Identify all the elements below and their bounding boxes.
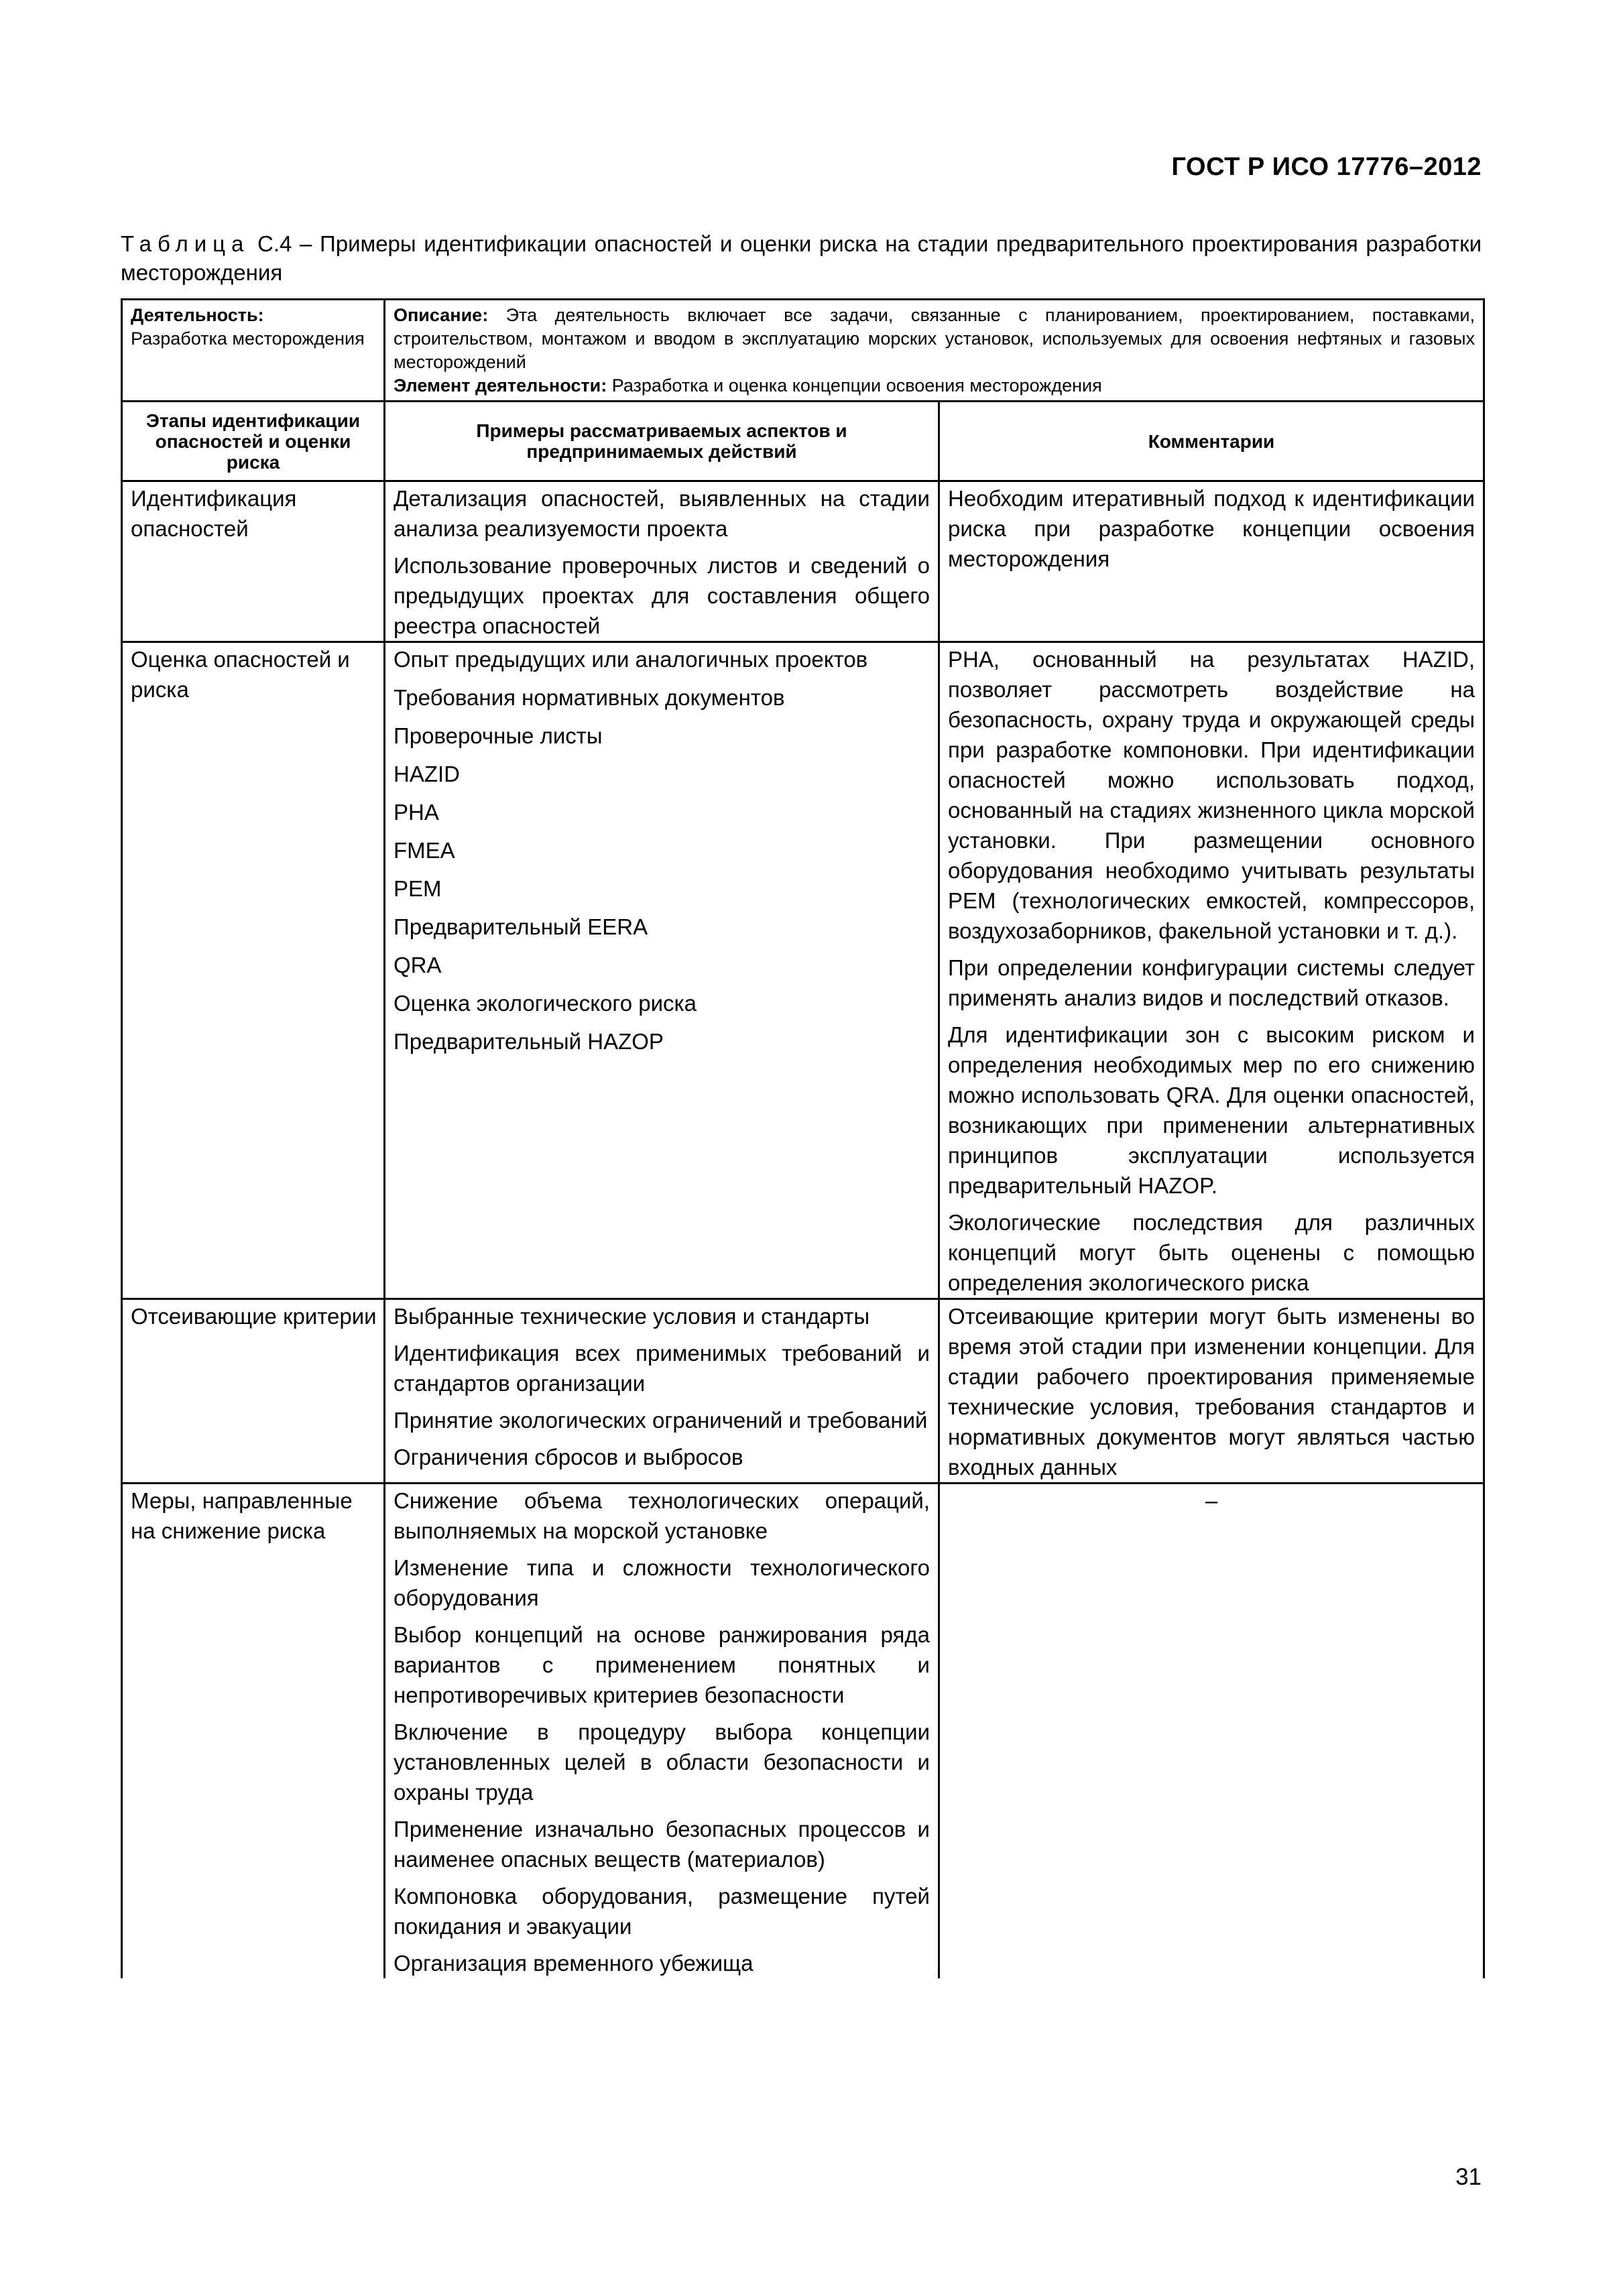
list-item: Выбранные технические условия и стандарты xyxy=(394,1304,870,1329)
comment-paragraph: Экологические последствия для различных концепций могут быть оценены с помощью определения экологического риска xyxy=(948,1210,1475,1295)
table-row-risk-assessment xyxy=(122,642,1484,1299)
list-item: Проверочные листы xyxy=(394,723,603,748)
comments-cell xyxy=(939,481,1484,642)
activity-element-value: Разработка и оценка концепции освоения месторождения xyxy=(611,375,1102,396)
activity-cell xyxy=(122,300,385,402)
activity-element-label: Элемент деятельности: xyxy=(394,375,607,396)
table-row-risk-reduction xyxy=(122,1484,1484,1979)
column-header-examples: Примеры рассматриваемых аспектов и предпринимаемых действий xyxy=(385,402,939,481)
description-label: Описание: xyxy=(394,305,489,325)
list-item: Изменение типа и сложности технологического оборудования xyxy=(394,1555,930,1610)
stage-cell: Меры, направленные на снижение риска xyxy=(122,1484,385,1979)
list-item: Ограничения сбросов и выбросов xyxy=(394,1445,743,1469)
description-cell xyxy=(385,300,1484,402)
activity-label: Деятельность: xyxy=(131,305,264,325)
list-item: Применение изначально безопасных процессов и наименее опасных веществ (материалов) xyxy=(394,1817,930,1872)
stage-cell: Отсеивающие критерии xyxy=(122,1299,385,1484)
column-header-row xyxy=(122,402,1484,481)
list-item: Организация временного убежища xyxy=(394,1951,754,1976)
table-caption-text: Примеры идентификации опасностей и оценки риска на стадии предварительного проектирования разработки месторождения xyxy=(121,231,1482,285)
list-item: Предварительный HAZOP xyxy=(394,1029,664,1054)
list-item: Выбор концепций на основе ранжирования ряда вариантов с применением понятных и непротиворечивых критериев безопасности xyxy=(394,1622,930,1707)
description-paragraph xyxy=(394,304,1475,374)
list-item: Компоновка оборудования, размещение путей покидания и эвакуации xyxy=(394,1884,930,1939)
comment-paragraph: PHA, основанный на результатах HAZID, позволяет рассмотреть воздействие на безопасность, охрану труда и окружающей среды при разработке компоновки. При идентификации опасностей можно использовать подход, основанный на стадиях жизненного цикла морской установки. При размещении основного оборудования необходимо учитывать результаты PEM (технологических емкостей, компрессоров, воздухозаборников, факельной установки и т. д.). xyxy=(948,647,1475,943)
table-row-hazard-identification xyxy=(122,481,1484,642)
comments-cell xyxy=(939,1299,1484,1484)
comment-paragraph: При определении конфигурации системы следует применять анализ видов и последствий отказов. xyxy=(948,955,1475,1010)
activity-row xyxy=(122,300,1484,402)
list-item: Предварительный EERA xyxy=(394,914,648,939)
examples-cell xyxy=(385,642,939,1299)
table-caption-number: С.4 – xyxy=(257,231,312,256)
page-number: 31 xyxy=(1455,2164,1482,2190)
list-item: Оценка экологического риска xyxy=(394,991,697,1016)
list-item: Требования нормативных документов xyxy=(394,685,785,710)
examples-cell xyxy=(385,481,939,642)
list-item: Идентификация всех применимых требований и стандартов организации xyxy=(394,1341,930,1396)
list-item: Детализация опасностей, выявленных на стадии анализа реализуемости проекта xyxy=(394,486,930,541)
list-item: Принятие экологических ограничений и требований xyxy=(394,1408,928,1433)
hazard-identification-table xyxy=(121,298,1485,1978)
stage-cell: Оценка опасностей и риска xyxy=(122,642,385,1299)
table-caption-label: Таблица xyxy=(121,231,250,256)
table-row-screening-criteria xyxy=(122,1299,1484,1484)
list-item: Опыт предыдущих или аналогичных проектов xyxy=(394,647,868,672)
document-standard-number: ГОСТ Р ИСО 17776–2012 xyxy=(1171,153,1482,181)
list-item: FMEA xyxy=(394,838,455,863)
column-header-stage: Этапы идентификации опасностей и оценки риска xyxy=(122,402,385,481)
activity-element-paragraph xyxy=(394,374,1475,398)
examples-cell xyxy=(385,1299,939,1484)
list-item: Использование проверочных листов и сведений о предыдущих проектах для составления общего реестра опасностей xyxy=(394,553,930,638)
column-header-comments: Комментарии xyxy=(939,402,1484,481)
stage-cell: Идентификация опасностей xyxy=(122,481,385,642)
comments-cell: – xyxy=(939,1484,1484,1979)
list-item: QRA xyxy=(394,953,442,977)
comment-paragraph: Отсеивающие критерии могут быть изменены во время этой стадии при изменении концепции. Для стадии рабочего проектирования применяемые технические условия, требования стандартов и нормативных документов могут являться частью входных данных xyxy=(948,1304,1475,1479)
list-item: PEM xyxy=(394,876,442,901)
list-item: Включение в процедуру выбора концепции установленных целей в области безопасности и охраны труда xyxy=(394,1719,930,1805)
examples-cell xyxy=(385,1484,939,1979)
table-caption xyxy=(121,229,1482,287)
comments-cell xyxy=(939,642,1484,1299)
list-item: Снижение объема технологических операций, выполняемых на морской установке xyxy=(394,1488,930,1543)
description-text: Эта деятельность включает все задачи, связанные с планированием, проектированием, поставками, строительством, монтажом и вводом в эксплуатацию морских установок, используемых для освоения нефтяных и газовых месторождений xyxy=(394,305,1475,372)
list-item: PHA xyxy=(394,800,439,825)
comment-paragraph: Необходим итеративный подход к идентификации риска при разработке концепции освоения месторождения xyxy=(948,486,1475,571)
list-item: HAZID xyxy=(394,762,460,786)
comment-paragraph: Для идентификации зон с высоким риском и определения необходимых мер по его снижению можно использовать QRA. Для оценки опасностей, возникающих при применении альтернативных принципов эксплуатации используется предварительный HAZOP. xyxy=(948,1022,1475,1198)
activity-value: Разработка месторождения xyxy=(131,328,365,349)
